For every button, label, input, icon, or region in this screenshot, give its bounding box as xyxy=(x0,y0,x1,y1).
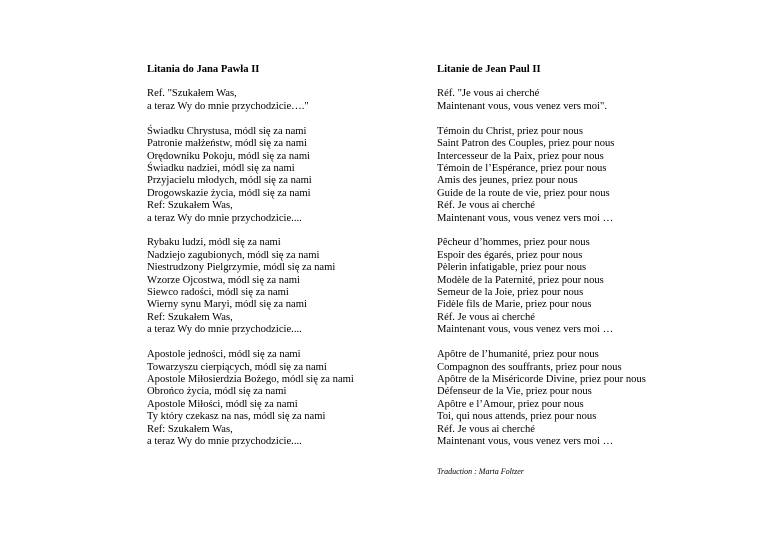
text-line: Siewco radości, módl się za nami xyxy=(147,287,289,299)
text-line: Défenseur de la Vie, priez pour nous xyxy=(437,386,592,398)
text-line: Témoin de l’Espérance, priez pour nous xyxy=(437,162,607,174)
text-line: Apôtre de la Miséricorde Divine, priez pour nous xyxy=(437,373,646,385)
text-line: Ref. "Szukałem Was, xyxy=(147,88,237,100)
text-line: Apôtre de l’humanité, priez pour nous xyxy=(437,349,599,361)
text-line: Towarzyszu cierpiących, módl się za nami xyxy=(147,361,327,373)
text-line: Amis des jeunes, priez pour nous xyxy=(437,175,578,187)
text-line: Patronie małżeństw, módl się za nami xyxy=(147,138,307,150)
text-line: Obrońco życia, módl się za nami xyxy=(147,386,287,398)
text-line: Apostole Miłosierdzia Bożego, módl się za nami xyxy=(147,373,354,385)
text-line: Fidèle fils de Marie, priez pour nous xyxy=(437,299,592,311)
text-line: Compagnon des souffrants, priez pour nous xyxy=(437,361,622,373)
translation-credit: Traduction : Marta Foltzer xyxy=(437,467,524,476)
french-title: Litanie de Jean Paul II xyxy=(437,64,541,75)
text-line: a teraz Wy do mnie przychodzicie.... xyxy=(147,435,302,447)
text-line: a teraz Wy do mnie przychodzicie.... xyxy=(147,212,302,224)
text-line: Apostole Miłości, módl się za nami xyxy=(147,398,298,410)
text-line: Maintenant vous, vous venez vers moi". xyxy=(437,100,607,112)
french-stanza-1 xyxy=(437,126,763,225)
text-line: Modèle de la Paternité, priez pour nous xyxy=(437,274,604,286)
french-stanza-3 xyxy=(437,349,763,448)
text-line: Réf. "Je vous ai cherché xyxy=(437,88,540,100)
text-line: Świadku nadziei, módl się za nami xyxy=(147,162,295,174)
text-line: Nadziejo zagubionych, módl się za nami xyxy=(147,249,320,261)
french-litany-column xyxy=(437,64,763,461)
text-line: Pèlerin infatigable, priez pour nous xyxy=(437,262,587,274)
text-line: Maintenant vous, vous venez vers moi … xyxy=(437,212,614,224)
polish-title: Litania do Jana Pawła II xyxy=(147,64,260,75)
text-line: Przyjacielu młodych, módl się za nami xyxy=(147,175,312,187)
text-line: Drogowskazie życia, módl się za nami xyxy=(147,187,311,199)
text-line: Wierny synu Maryi, módl się za nami xyxy=(147,299,307,311)
text-line: Orędowniku Pokoju, módl się za nami xyxy=(147,150,311,162)
text-line: Ty który czekasz na nas, módl się za nami xyxy=(147,411,326,423)
polish-stanza-2 xyxy=(147,237,417,336)
text-line: Ref: Szukałem Was, xyxy=(147,311,233,323)
text-line: Toi, qui nous attends, priez pour nous xyxy=(437,411,597,423)
text-line: Apostole jedności, módl się za nami xyxy=(147,349,301,361)
text-line: Pêcheur d’hommes, priez pour nous xyxy=(437,237,590,249)
text-line: Ref: Szukałem Was, xyxy=(147,423,233,435)
text-line: a teraz Wy do mnie przychodzicie.... xyxy=(147,324,302,336)
text-line: Rybaku ludzi, módl się za nami xyxy=(147,237,281,249)
text-line: Témoin du Christ, priez pour nous xyxy=(437,125,583,137)
text-line: Maintenant vous, vous venez vers moi … xyxy=(437,324,614,336)
text-line: Réf. Je vous ai cherché xyxy=(437,311,535,323)
text-line: Niestrudzony Pielgrzymie, módl się za nami xyxy=(147,262,336,274)
polish-stanza-3 xyxy=(147,349,417,448)
text-line: Espoir des égarés, priez pour nous xyxy=(437,249,583,261)
text-line: Semeur de la Joie, priez pour nous xyxy=(437,287,584,299)
polish-refrain-intro xyxy=(147,88,417,113)
text-line: Maintenant vous, vous venez vers moi … xyxy=(437,435,614,447)
text-line: Réf. Je vous ai cherché xyxy=(437,423,535,435)
text-line: Saint Patron des Couples, priez pour nous xyxy=(437,138,615,150)
text-line: Réf. Je vous ai cherché xyxy=(437,200,535,212)
text-line: a teraz Wy do mnie przychodzicie…." xyxy=(147,100,309,112)
text-line: Apôtre e l’Amour, priez pour nous xyxy=(437,398,584,410)
text-line: Wzorze Ojcostwa, módl się za nami xyxy=(147,274,300,286)
polish-stanza-1 xyxy=(147,126,417,225)
french-stanza-2 xyxy=(437,237,763,336)
polish-litany-column xyxy=(147,64,417,461)
french-refrain-intro xyxy=(437,88,763,113)
text-line: Intercesseur de la Paix, priez pour nous xyxy=(437,150,604,162)
text-line: Świadku Chrystusa, módl się za nami xyxy=(147,125,307,137)
text-line: Ref: Szukałem Was, xyxy=(147,200,233,212)
text-line: Guide de la route de vie, priez pour nous xyxy=(437,187,610,199)
